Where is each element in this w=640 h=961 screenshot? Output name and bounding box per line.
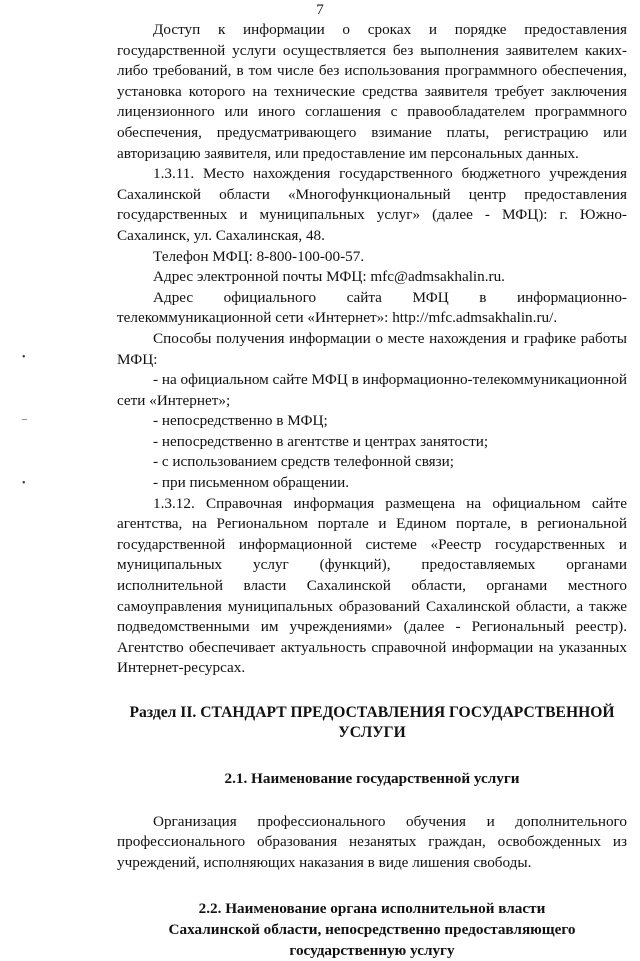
mfc-website: Адрес официального сайта МФЦ в информационно-телекоммуникационной сети «Интернет»: http://mfc.admsakhalin.ru/.: [117, 288, 627, 327]
paragraph-access-info: Доступ к информации о сроках и порядке предоставления государственной услуги осуществляется без выполнения заявителем каких-либо требований, в том числе без использования программного обеспечения, установка которого на технические средства заявителя требует заключения лицензионного или иного соглашения с правообладателем программного обеспечения, предусматривающего взимание платы, регистрацию или авторизацию заявителя, или предоставление им персональных данных.: [117, 21, 627, 162]
subsection-2-2-title: [117, 899, 627, 961]
paragraph-1-3-12: 1.3.12. Справочная информация размещена на официальном сайте агентства, на Региональном портале и Едином портале, в региональной государственной информационной системе «Реестр государственных и муниципальных услуг (функций), предоставляемых органами исполнительной власти Сахалинской области, органами местного самоуправления муниципальных образований Сахалинской области, а также подведомственными им учреждениями» (далее - Региональный реестр). Агентство обеспечивает актуальность справочной информации на указанных Интернет-ресурсах.: [117, 494, 627, 677]
page-number: 7: [316, 2, 324, 18]
subsection-2-2-title-line: государственную услугу: [289, 941, 455, 959]
section-title: Раздел II. СТАНДАРТ ПРЕДОСТАВЛЕНИЯ ГОСУДАРСТВЕННОЙ УСЛУГИ: [129, 704, 615, 741]
paragraph-1-3-11: 1.3.11. Место нахождения государственного бюджетного учреждения Сахалинской области «Многофункциональный центр предоставления государственных и муниципальных услуг» (далее - МФЦ): г. Южно-Сахалинск, ул. Сахалинская, 48.: [117, 165, 627, 244]
scan-mark: •: [22, 352, 26, 363]
list-item: - с использованием средств телефонной связи;: [153, 453, 454, 471]
ways-intro: Способы получения информации о месте нахождения и графике работы МФЦ:: [117, 329, 627, 368]
list-item: - на официальном сайте МФЦ в информационно-телекоммуникационной сети «Интернет»;: [117, 371, 628, 409]
list-item: - непосредственно в МФЦ;: [153, 412, 328, 430]
document-body: [117, 20, 627, 961]
subsection-2-2-title-line: 2.2. Наименование органа исполнительной власти: [198, 900, 546, 918]
subsection-2-1-title: 2.1. Наименование государственной услуги: [224, 770, 520, 787]
list-item: - непосредственно в агентстве и центрах занятости;: [153, 432, 489, 450]
mfc-email: Адрес электронной почты МФЦ: mfc@admsakhalin.ru.: [153, 268, 505, 286]
subsection-2-2-title-line: Сахалинской области, непосредственно предоставляющего: [168, 920, 576, 938]
scan-mark: –: [22, 414, 27, 425]
list-item: - при письменном обращении.: [153, 474, 350, 492]
subsection-2-1-text: Организация профессионального обучения и дополнительного профессионального образования незанятых граждан, освобожденных из учреждений, исполняющих наказания в виде лишения свободы.: [117, 812, 627, 871]
mfc-phone: Телефон МФЦ: 8-800-100-00-57.: [153, 247, 365, 265]
scan-mark: •: [22, 478, 26, 489]
